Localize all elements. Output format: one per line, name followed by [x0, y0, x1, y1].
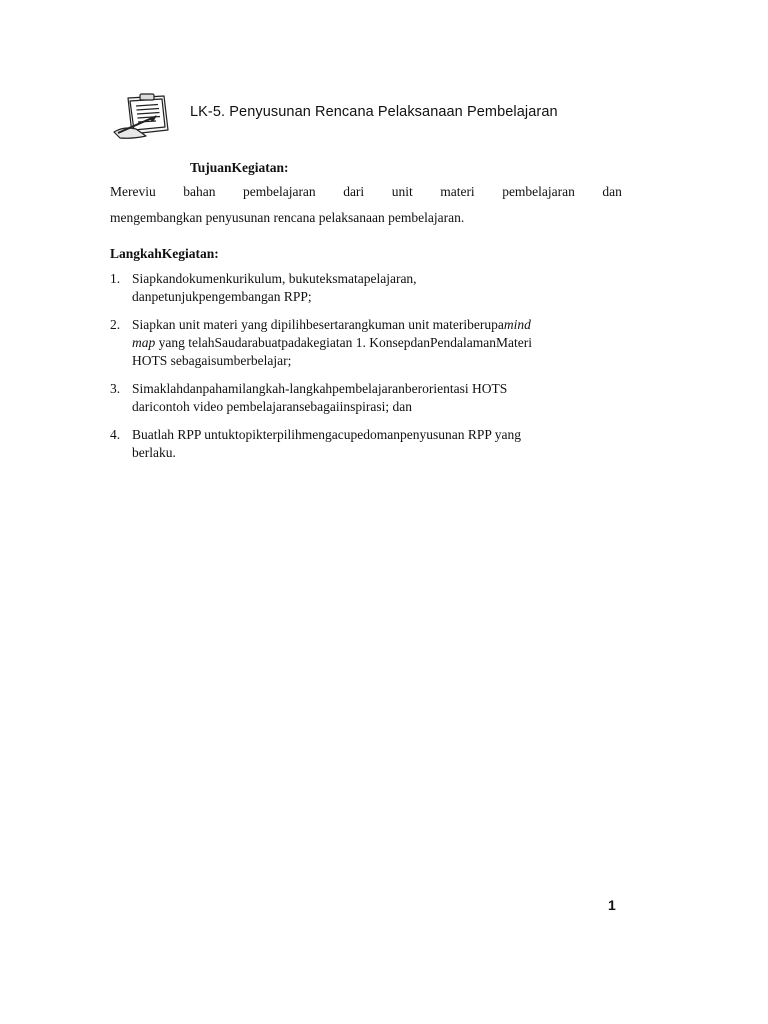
tujuan-paragraph-line-1: [110, 184, 622, 200]
step-text-line: [132, 334, 630, 352]
step-number: 2.: [110, 317, 121, 332]
step-text: yang telahSaudarabuatpadakegiatan 1. KonsepdanPendalamanMateri: [155, 335, 532, 350]
step-number: 1.: [110, 271, 121, 286]
step-text-line: HOTS sebagaisumberbelajar;: [132, 353, 292, 368]
word: Mereviu: [110, 184, 156, 199]
step-text-line: berlaku.: [132, 445, 176, 460]
step-text: Siapkan unit materi yang dipilihbesertarangkuman unit materiberupa: [132, 317, 504, 332]
word: unit: [391, 184, 413, 199]
word: dan: [602, 184, 622, 199]
list-item: [110, 380, 630, 416]
step-text-italic: map: [132, 335, 156, 350]
page-number: 1: [608, 897, 616, 913]
list-item: [110, 316, 630, 370]
word: dari: [343, 184, 365, 199]
word: bahan: [183, 184, 216, 199]
steps-list: [110, 270, 630, 472]
step-text-line: [132, 316, 630, 334]
list-item: [110, 426, 630, 462]
step-text-italic: mind: [503, 317, 531, 332]
document-title: LK-5. Penyusunan Rencana Pelaksanaan Pembelajaran: [190, 104, 558, 120]
step-text-line: Simaklahdanpahamilangkah-langkahpembelajaranberorientasi HOTS: [132, 381, 508, 396]
step-text-line: daricontoh video pembelajaransebagaiinspirasi; dan: [132, 399, 413, 414]
step-number: 4.: [110, 427, 121, 442]
section-heading-tujuan: TujuanKegiatan:: [190, 160, 289, 175]
word: pembelajaran: [502, 184, 575, 199]
step-number: 3.: [110, 381, 121, 396]
step-text-line: Buatlah RPP untuktopikterpilihmengacupedomanpenyusunan RPP yang: [132, 427, 521, 442]
step-text-line: danpetunjukpengembangan RPP;: [132, 289, 312, 304]
word: pembelajaran: [242, 184, 316, 199]
list-item: [110, 270, 630, 306]
clipboard-document-icon: [112, 92, 174, 140]
tujuan-paragraph-line-2: mengembangkan penyusunan rencana pelaksanaan pembelajaran.: [110, 210, 465, 225]
word: materi: [440, 184, 475, 199]
step-text-line: Siapkandokumenkurikulum, bukuteksmatapelajaran,: [132, 271, 417, 286]
section-heading-langkah: LangkahKegiatan:: [110, 246, 219, 261]
